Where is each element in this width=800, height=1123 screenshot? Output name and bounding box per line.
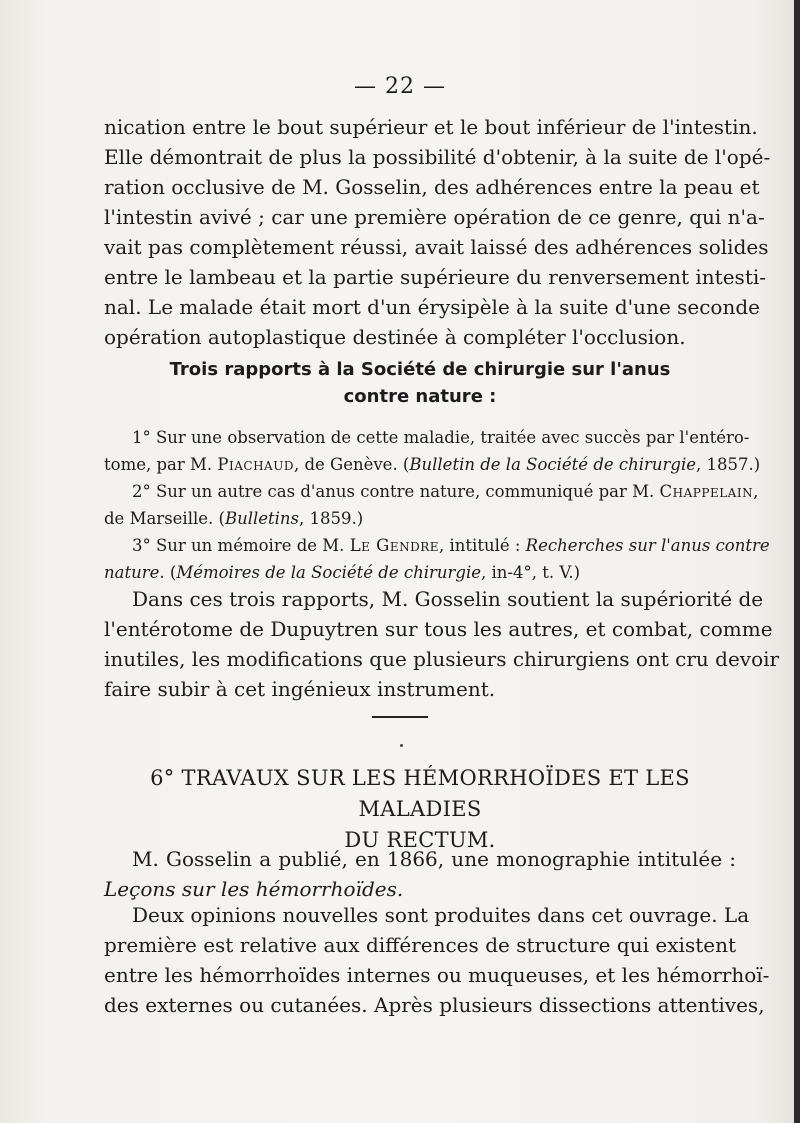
- report-2-line: 2° Sur un autre cas d'anus contre nature, communiqué par M. Chappelain,: [132, 482, 759, 501]
- text-line: entre les hémorrhoïdes internes ou muqueuses, et les hémorrhoï-: [104, 963, 770, 987]
- heading-line: Trois rapports à la Société de chirurgie sur l'anus: [169, 359, 671, 380]
- text-line: vait pas complètement réussi, avait laissé des adhérences solides: [104, 235, 769, 259]
- text-line: M. Gosselin a publié, en 1866, une monographie intitulée :: [132, 847, 736, 871]
- text-line: des externes ou cutanées. Après plusieurs dissections attentives,: [104, 993, 765, 1017]
- text-line: l'entérotome de Dupuytren sur tous les autres, et combat, comme: [104, 617, 773, 641]
- author-name: Chappelain: [659, 482, 754, 501]
- section-title-line: 6° TRAVAUX SUR LES HÉMORRHOÏDES ET LES MALADIES: [150, 766, 690, 821]
- text-line: Deux opinions nouvelles sont produites dans cet ouvrage. La: [132, 903, 750, 927]
- text-line: nal. Le malade était mort d'un érysipèle à la suite d'une seconde: [104, 295, 760, 319]
- section-title-line: DU RECTUM.: [344, 828, 496, 852]
- ornament-dot: [400, 744, 403, 747]
- author-name: Piachaud: [217, 455, 294, 474]
- text-line: opération autoplastique destinée à compléter l'occlusion.: [104, 325, 686, 349]
- section-title: [104, 763, 736, 856]
- journal-title: Bulletins: [224, 509, 300, 528]
- paragraph-opinions: [104, 900, 770, 1020]
- author-name: Le Gendre: [349, 536, 440, 555]
- text-line: Dans ces trois rapports, M. Gosselin soutient la supériorité de: [132, 587, 764, 611]
- report-3-line: 3° Sur un mémoire de M. Le Gendre, intitulé : Recherches sur l'anus contre: [132, 536, 770, 555]
- page-number: — 22 —: [354, 74, 446, 99]
- paragraph-enterotome: [104, 584, 780, 704]
- page-edge-shadow: [794, 0, 800, 1123]
- text-line: entre le lambeau et la partie supérieure du renversement intesti-: [104, 265, 767, 289]
- report-1-citation: tome, par M. Piachaud, de Genève. (Bulletin de la Société de chirurgie, 1857.): [104, 455, 761, 474]
- text-line: nication entre le bout supérieur et le bout inférieur de l'intestin.: [104, 115, 758, 139]
- report-1-line: 1° Sur une observation de cette maladie, traitée avec succès par l'entéro-: [132, 428, 750, 447]
- journal-title: Mémoires de la Société de chirurgie: [176, 563, 482, 582]
- reports-list: [104, 424, 770, 586]
- reports-heading: [104, 356, 736, 410]
- paragraph-monograph: [104, 844, 736, 904]
- text-line: inutiles, les modifications que plusieurs chirurgiens ont cru devoir: [104, 647, 780, 671]
- report-2-citation: de Marseille. (Bulletins, 1859.): [104, 509, 364, 528]
- text-line: l'intestin avivé ; car une première opération de ce genre, qui n'a-: [104, 205, 765, 229]
- memoir-title: Recherches sur l'anus contre: [525, 536, 770, 555]
- report-3-citation: nature. (Mémoires de la Société de chirurgie, in-4°, t. V.): [104, 563, 581, 582]
- text-line: première est relative aux différences de structure qui existent: [104, 933, 736, 957]
- heading-line: contre nature :: [343, 386, 497, 407]
- text-line: faire subir à cet ingénieux instrument.: [104, 677, 496, 701]
- journal-title: Bulletin de la Société de chirurgie: [409, 455, 697, 474]
- section-divider: [372, 716, 428, 718]
- text-line: Elle démontrait de plus la possibilité d'obtenir, à la suite de l'opé-: [104, 145, 771, 169]
- text-line: ration occlusive de M. Gosselin, des adhérences entre la peau et: [104, 175, 760, 199]
- paragraph-anus-adhesions: [104, 112, 771, 352]
- book-title: Leçons sur les hémorrhoïdes.: [104, 877, 404, 901]
